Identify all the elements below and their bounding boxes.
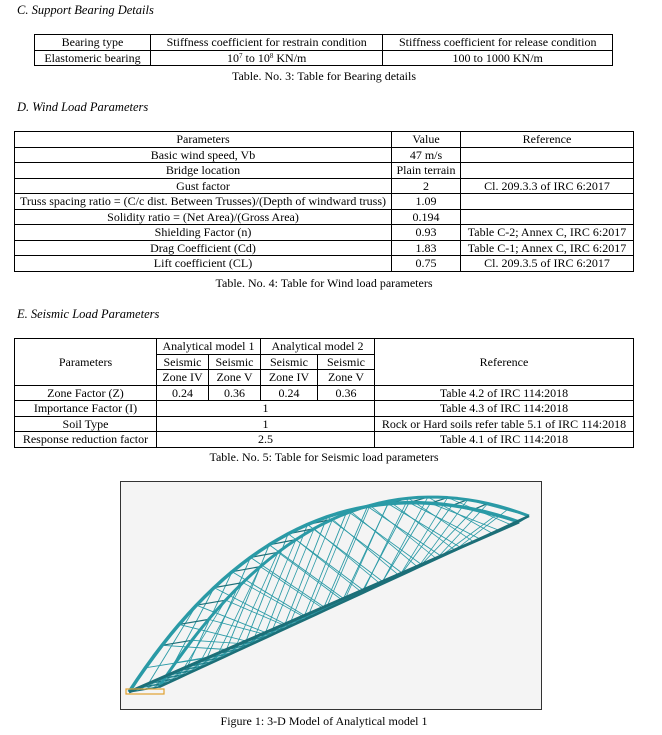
table-row	[15, 256, 634, 272]
table-row	[15, 240, 634, 256]
subheader-m1-zone4-line2: Zone IV	[157, 370, 209, 386]
table-row	[15, 385, 634, 401]
table-5-caption: Table. No. 5: Table for Seismic load parameters	[209, 450, 439, 464]
wind-header-parameters: Parameters	[15, 132, 392, 148]
zone-factor-ref: Table 4.2 of IRC 114:2018	[375, 385, 634, 401]
wind-ref-cell	[461, 163, 634, 179]
wind-header-value: Value	[392, 132, 461, 148]
bearing-restrain-cell: $10^7$ to $10^8$ KN/m	[150, 50, 383, 66]
bearing-header-type: Bearing type	[35, 35, 151, 51]
subheader-m2-zone5-line1: Seismic	[318, 354, 375, 370]
wind-ref-cell: Table C-2; Annex C, IRC 6:2017	[461, 225, 634, 241]
section-d-heading: D. Wind Load Parameters	[17, 100, 149, 114]
zone-factor-m2-z4: 0.24	[261, 385, 318, 401]
bearing-type-cell: Elastomeric bearing	[35, 50, 151, 66]
zone-factor-m2-z5: 0.36	[318, 385, 375, 401]
wind-header-reference: Reference	[461, 132, 634, 148]
subheader-m1-zone5-line1: Seismic	[209, 354, 261, 370]
seismic-table	[14, 338, 634, 448]
importance-factor-value: 1	[157, 401, 375, 417]
subheader-m2-zone4-line1: Seismic	[261, 354, 318, 370]
subheader-m2-zone4-line2: Zone IV	[261, 370, 318, 386]
importance-factor-ref: Table 4.3 of IRC 114:2018	[375, 401, 634, 417]
wind-value-cell: 0.93	[392, 225, 461, 241]
wind-ref-cell	[461, 147, 634, 163]
bridge-3d-figure	[120, 481, 542, 710]
wind-ref-cell	[461, 194, 634, 210]
subheader-m1-zone4-line1: Seismic	[157, 354, 209, 370]
table-row	[15, 194, 634, 210]
wind-param-cell: Bridge location	[15, 163, 392, 179]
table-row	[15, 209, 634, 225]
wind-param-cell: Shielding Factor (n)	[15, 225, 392, 241]
wind-param-cell: Solidity ratio = (Net Area)/(Gross Area)	[15, 209, 392, 225]
soil-type-value: 1	[157, 416, 375, 432]
bearing-table	[34, 34, 613, 66]
wind-value-cell: 0.75	[392, 256, 461, 272]
wind-ref-cell: Table C-1; Annex C, IRC 6:2017	[461, 240, 634, 256]
table-row	[15, 416, 634, 432]
wind-value-cell: Plain terrain	[392, 163, 461, 179]
wind-value-cell: 1.83	[392, 240, 461, 256]
response-factor-ref: Table 4.1 of IRC 114:2018	[375, 432, 634, 448]
zone-factor-m1-z4: 0.24	[157, 385, 209, 401]
figure-1-caption: Figure 1: 3-D Model of Analytical model 1	[220, 714, 428, 728]
wind-ref-cell: Cl. 209.3.5 of IRC 6:2017	[461, 256, 634, 272]
wind-table	[14, 131, 634, 272]
subheader-m1-zone5-line2: Zone V	[209, 370, 261, 386]
importance-factor-label: Importance Factor (I)	[15, 401, 157, 417]
table-4-caption: Table. No. 4: Table for Wind load parameters	[215, 276, 433, 290]
response-factor-label: Response reduction factor	[15, 432, 157, 448]
wind-value-cell: 1.09	[392, 194, 461, 210]
table-row	[15, 225, 634, 241]
seismic-header-reference: Reference	[375, 339, 634, 386]
wind-value-cell: 47 m/s	[392, 147, 461, 163]
wind-ref-cell	[461, 209, 634, 225]
table-row	[15, 147, 634, 163]
bearing-header-restrain: Stiffness coefficient for restrain condition	[150, 35, 383, 51]
seismic-header-model-2: Analytical model 2	[261, 339, 375, 355]
wind-value-cell: 2	[392, 178, 461, 194]
wind-param-cell: Drag Coefficient (Cd)	[15, 240, 392, 256]
wind-param-cell: Gust factor	[15, 178, 392, 194]
wind-param-cell: Lift coefficient (CL)	[15, 256, 392, 272]
table-row	[15, 178, 634, 194]
seismic-header-parameters: Parameters	[15, 339, 157, 386]
soil-type-ref: Rock or Hard soils refer table 5.1 of IRC 114:2018	[375, 416, 634, 432]
table-row	[15, 163, 634, 179]
seismic-header-model-1: Analytical model 1	[157, 339, 261, 355]
soil-type-label: Soil Type	[15, 416, 157, 432]
section-c-heading: C. Support Bearing Details	[17, 3, 154, 17]
zone-factor-label: Zone Factor (Z)	[15, 385, 157, 401]
bridge-3d-model-image	[121, 482, 541, 709]
wind-param-cell: Basic wind speed, Vb	[15, 147, 392, 163]
subheader-m2-zone5-line2: Zone V	[318, 370, 375, 386]
wind-value-cell: 0.194	[392, 209, 461, 225]
section-e-heading: E. Seismic Load Parameters	[17, 307, 160, 321]
table-row	[15, 432, 634, 448]
wind-param-cell: Truss spacing ratio = (C/c dist. Between Trusses)/(Depth of windward truss)	[15, 194, 392, 210]
table-row	[15, 401, 634, 417]
zone-factor-m1-z5: 0.36	[209, 385, 261, 401]
table-3-caption: Table. No. 3: Table for Bearing details	[231, 69, 417, 83]
bearing-release-cell: 100 to 1000 KN/m	[383, 50, 613, 66]
wind-ref-cell: Cl. 209.3.3 of IRC 6:2017	[461, 178, 634, 194]
response-factor-value: 2.5	[157, 432, 375, 448]
bearing-header-release: Stiffness coefficient for release condition	[383, 35, 613, 51]
